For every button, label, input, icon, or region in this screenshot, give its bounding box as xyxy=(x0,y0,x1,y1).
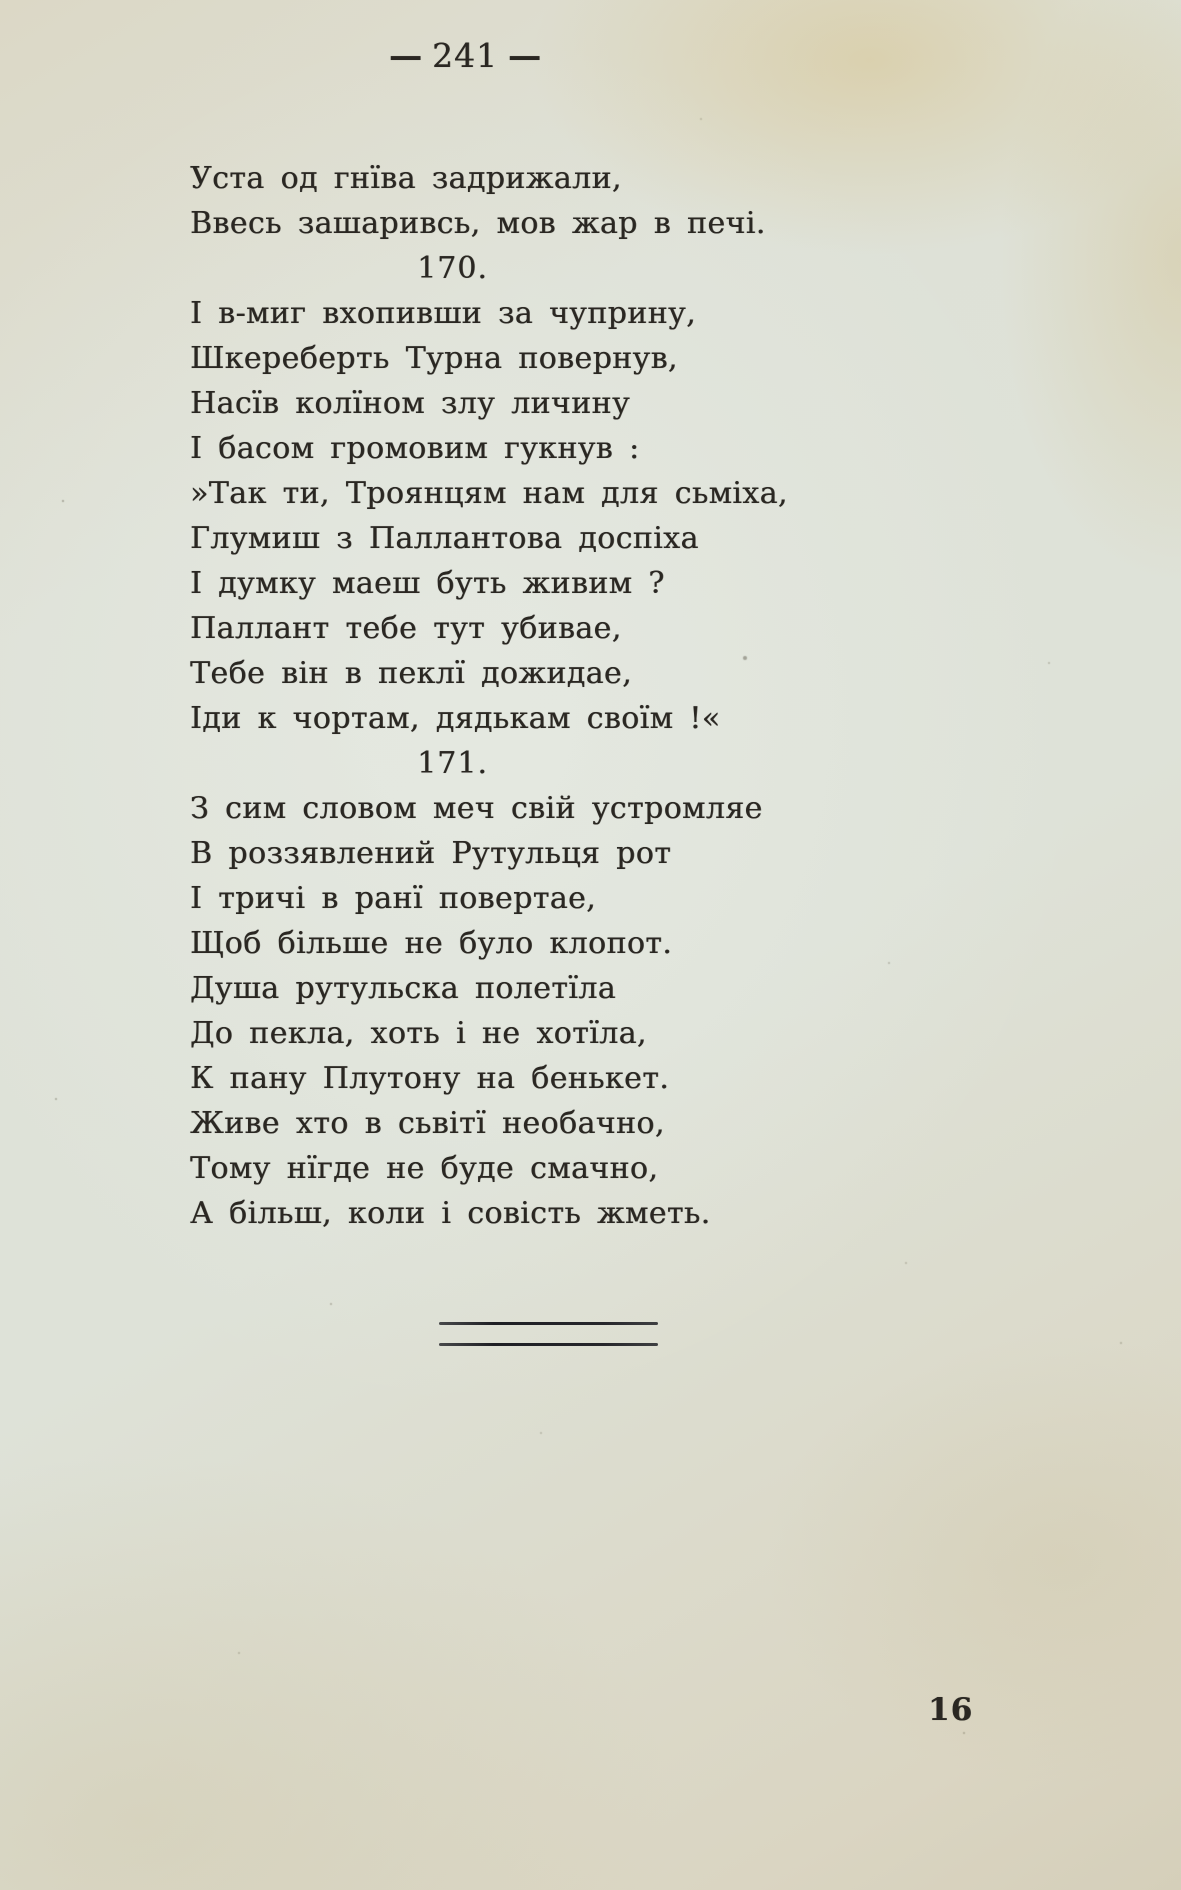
verse-line: В роззявлений Рутульця рот xyxy=(190,836,672,871)
verse-line: З сим словом меч свій устромляе xyxy=(190,791,763,826)
verse-line: І думку маеш буть живим ? xyxy=(190,566,665,601)
header-dash-left: — xyxy=(389,36,422,75)
verse-line: Насїв колїном злу личину xyxy=(190,386,630,421)
divider-rule-top xyxy=(439,1322,658,1325)
page-number: 241 xyxy=(432,36,498,75)
divider-rule-bottom xyxy=(439,1343,658,1346)
signature-mark: 16 xyxy=(928,1692,974,1728)
verse-line: Паллант тебе тут убивае, xyxy=(190,611,622,646)
verse-line: Уста од гнїва задрижали, xyxy=(190,161,622,196)
verse-line: Душа рутульска полетїла xyxy=(190,971,617,1006)
verse-line: Іди к чортам, дядькам своїм !« xyxy=(190,701,721,736)
verse-line: »Так ти, Троянцям нам для сьміха, xyxy=(190,476,788,511)
verse-line: І тричі в ранї повертае, xyxy=(190,881,597,916)
verse-line: Тому нїгде не буде смачно, xyxy=(190,1151,659,1186)
poem-text xyxy=(190,156,830,1236)
stanza-number: 170. xyxy=(417,251,488,286)
verse-line: І в-миг вхопивши за чуприну, xyxy=(190,296,697,331)
verse-line: Тебе він в пеклї дожидае, xyxy=(190,656,633,691)
verse-line: До пекла, хоть і не хотїла, xyxy=(190,1016,647,1051)
verse-line: І басом громовим гукнув : xyxy=(190,431,640,466)
stanza-number: 171. xyxy=(417,746,488,781)
verse-line: Шкереберть Турна повернув, xyxy=(190,341,678,376)
verse-line: К пану Плутону на бенькет. xyxy=(190,1061,670,1096)
end-divider xyxy=(439,1322,658,1346)
verse-line: Живе хто в сьвітї необачно, xyxy=(190,1106,665,1141)
page-header xyxy=(190,36,740,75)
verse-line: А більш, коли і совість жметь. xyxy=(190,1196,711,1231)
verse-line: Глумиш з Паллантова доспіха xyxy=(190,521,699,556)
paper-speckles xyxy=(0,0,2,2)
verse-line: Ввесь зашаривсь, мов жар в печі. xyxy=(190,206,766,241)
header-dash-right: — xyxy=(508,36,541,75)
verse-line: Щоб більше не було клопот. xyxy=(190,926,673,961)
